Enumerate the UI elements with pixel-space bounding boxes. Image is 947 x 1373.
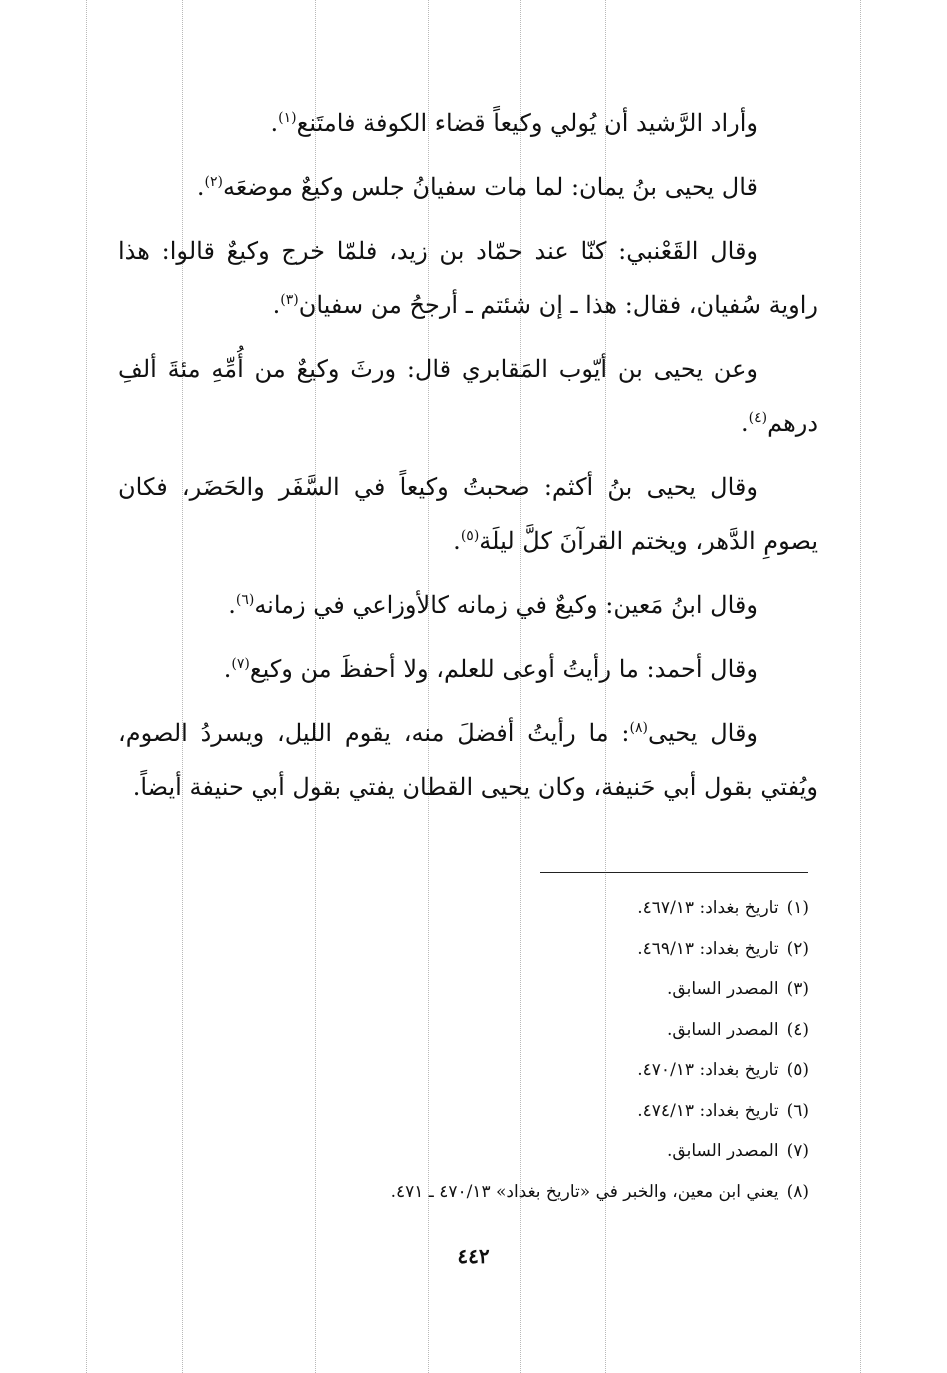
footnote-ref: (١) (278, 110, 297, 126)
footnote-text: تاريخ بغداد: ٤٧٤/١٣. (637, 1100, 779, 1121)
paragraph: وقال أحمد: ما رأيتُ أوعى للعلم، ولا أحفظَ من وكيع$^{(٧)}$. (223, 655, 758, 683)
main-text (118, 96, 818, 824)
footnote-ref: (٥) (460, 528, 480, 544)
footnote-ref: (٧) (231, 656, 250, 672)
footnote-item (249, 888, 809, 929)
footnote-number: (٣) (786, 979, 809, 999)
footnote-text: المصدر السابق. (667, 1019, 779, 1040)
paragraph: وقال القَعْنبي: كنّا عند حمّاد بن زيد، فلمّا خرج وكيعٌ قالوا: هذا راوية سُفيان، فقال: هذا ـ إن شئتم ـ أرجحُ من سفيان$^{(٣)}$. (118, 237, 818, 319)
scan-artifact-line (86, 0, 87, 1373)
footnote-item (249, 969, 809, 1010)
footnote-text: يعني ابن معين، والخبر في «تاريخ بغداد» ٤٧٠/١٣ ـ ٤٧١. (390, 1181, 779, 1202)
paragraph: وقال ابنُ مَعين: وكيعٌ في زمانه كالأوزاعي في زمانه$^{(٦)}$. (228, 591, 758, 619)
footnote-text: تاريخ بغداد: ٤٧٠/١٣. (637, 1060, 779, 1080)
paragraph: وعن يحيى بن أيّوب المَقابري قال: ورثَ وكيعٌ من أُمِّهِ مئةَ ألفِ درهم$^{(٤)}$. (118, 355, 818, 437)
footnote-number: (٥) (786, 1060, 809, 1080)
footnote-text: المصدر السابق. (667, 979, 779, 999)
footnote-number: (٧) (786, 1141, 809, 1161)
footnote-number: (٢) (786, 938, 809, 959)
footnote-ref: (٢) (204, 174, 223, 190)
footnote-ref: (٣) (280, 292, 299, 308)
footnote-number: (٦) (786, 1100, 809, 1121)
footnote-text: المصدر السابق. (667, 1141, 779, 1161)
footnotes (249, 888, 809, 1212)
footnote-item (249, 1131, 809, 1172)
footnote-item (249, 1010, 809, 1051)
footnote-ref: (٤) (748, 410, 768, 426)
footnote-item (249, 1050, 809, 1091)
paragraph: وقال يحيى$^{(٨)}$: ما رأيتُ أفضلَ منه، يقوم الليل، ويسردُ الصوم، ويُفتي بقول أبي حَنيفة، وكان يحيى القطان يفتي بقول أبي حنيفة أيضاً. (118, 719, 818, 801)
footnote-text: تاريخ بغداد: ٤٦٧/١٣. (637, 898, 779, 918)
footnote-separator (540, 872, 808, 873)
paragraph: وأراد الرَّشيد أن يُولي وكيعاً قضاء الكوفة فامتَنع$^{(١)}$. (270, 109, 758, 137)
footnote-text: تاريخ بغداد: ٤٦٩/١٣. (637, 938, 779, 959)
footnote-number: (٨) (786, 1181, 809, 1202)
footnote-ref: (٨) (629, 720, 648, 736)
footnote-item (249, 1091, 809, 1132)
paragraph: وقال يحيى بنُ أكثم: صحبتُ وكيعاً في السَّفَر والحَضَر، فكان يصومِ الدَّهر، ويختم القرآنَ كلَّ ليلَة$^{(٥)}$. (118, 473, 818, 555)
footnote-ref: (٦) (235, 592, 255, 608)
footnote-number: (١) (786, 898, 809, 918)
footnote-item (249, 929, 809, 970)
page-number: ٤٤٢ (457, 1244, 490, 1268)
scan-artifact-line (860, 0, 861, 1373)
paragraph: قال يحيى بنُ يمان: لما مات سفيانُ جلس وكيعٌ موضعَه$^{(٢)}$. (196, 173, 758, 201)
footnote-number: (٤) (786, 1019, 809, 1040)
footnote-item (249, 1172, 809, 1213)
